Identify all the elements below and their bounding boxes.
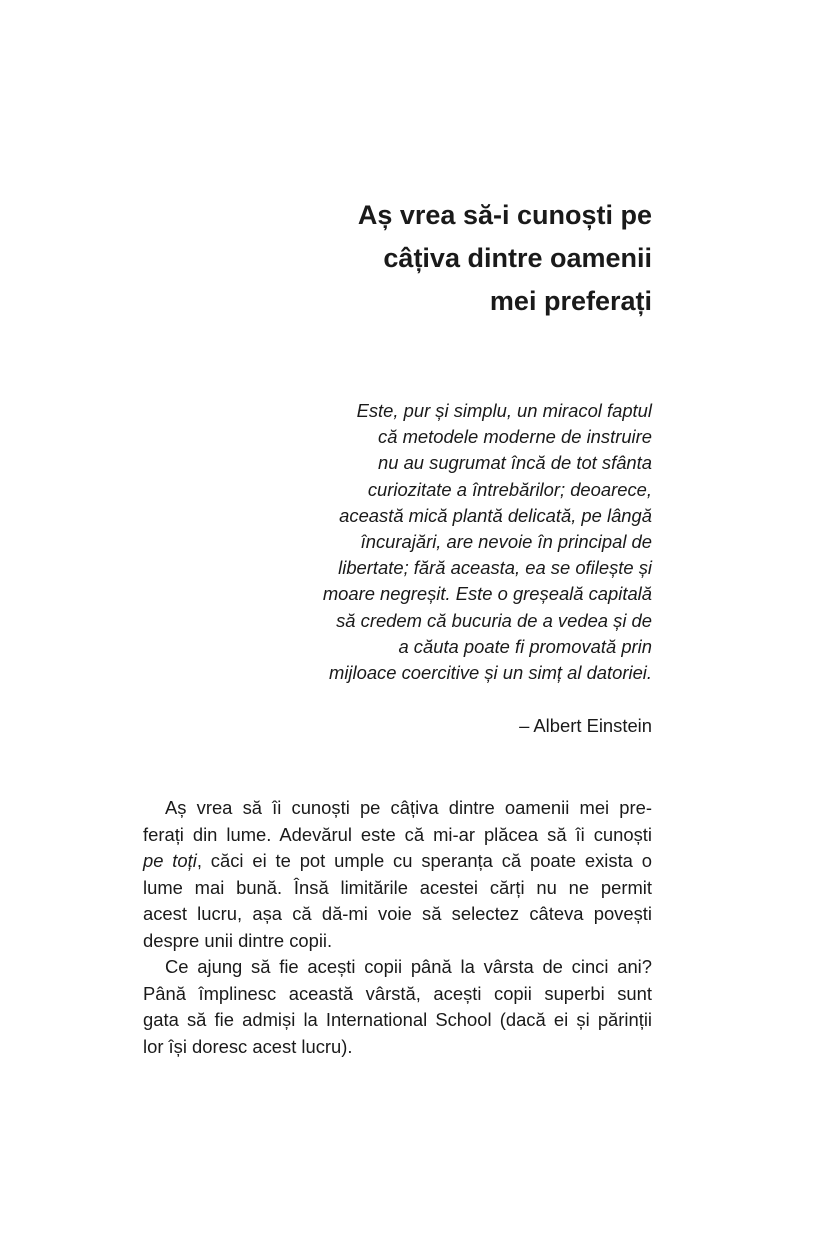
epigraph-line: libertate; fără aceasta, ea se ofilește și	[338, 557, 652, 579]
chapter-title-line: mei preferați	[489, 286, 652, 316]
epigraph-line: Este, pur și simplu, un miracol faptul	[356, 400, 652, 421]
body-paragraph	[143, 954, 652, 1060]
chapter-title	[260, 194, 652, 323]
epigraph-quote	[230, 398, 652, 686]
epigraph-attribution: – Albert Einstein	[519, 715, 652, 736]
epigraph-line: că metodele moderne de instruire	[378, 426, 652, 448]
body-line: lor își doresc acest lucru).	[143, 1035, 353, 1057]
epigraph-line: această mică plantă delicată, pe lângă	[339, 504, 652, 526]
epigraph-line: încurajări, are nevoie în principal de	[360, 531, 652, 553]
emphasis-text: pe toți	[143, 850, 197, 871]
epigraph-line: moare negreșit. Este o greșeală capitală	[322, 583, 652, 605]
body-line: acest lucru, așa că dă-mi voie să selectez câteva povești	[143, 903, 652, 924]
epigraph-line: curiozitate a întrebărilor; deoarece,	[367, 478, 652, 500]
body-line: Până împlinesc această vârstă, acești copii superbi sunt	[143, 982, 652, 1004]
epigraph-line: mijloace coercitive și un simț al datoriei.	[329, 662, 652, 684]
body-line: Ce ajung să fie acești copii până la vârsta de cinci ani?	[165, 956, 652, 977]
body-line	[143, 848, 652, 875]
epigraph-line: a căuta poate fi promovată prin	[398, 635, 652, 657]
epigraph-line: să credem că bucuria de a vedea și de	[336, 609, 652, 631]
body-line-rest: , căci ei te pot umple cu speranța că poate exista o	[196, 850, 652, 871]
chapter-title-line: Aș vrea să-i cunoști pe	[357, 200, 652, 230]
epigraph-line: nu au sugrumat încă de tot sfânta	[378, 452, 652, 474]
body-line: Aș vrea să îi cunoști pe câțiva dintre oamenii mei pre-	[165, 797, 652, 818]
body-text	[143, 795, 652, 1060]
body-line: despre unii dintre copii.	[143, 929, 333, 951]
body-line: gata să fie admiși la International School (dacă ei și părinții	[143, 1009, 652, 1030]
body-paragraph	[143, 795, 652, 954]
body-line: lume mai bună. Însă limitările acestei cărți nu ne permit	[143, 876, 652, 898]
chapter-title-line: câțiva dintre oamenii	[383, 243, 652, 273]
body-line: ferați din lume. Adevărul este că mi-ar plăcea să îi cunoști	[143, 823, 652, 845]
